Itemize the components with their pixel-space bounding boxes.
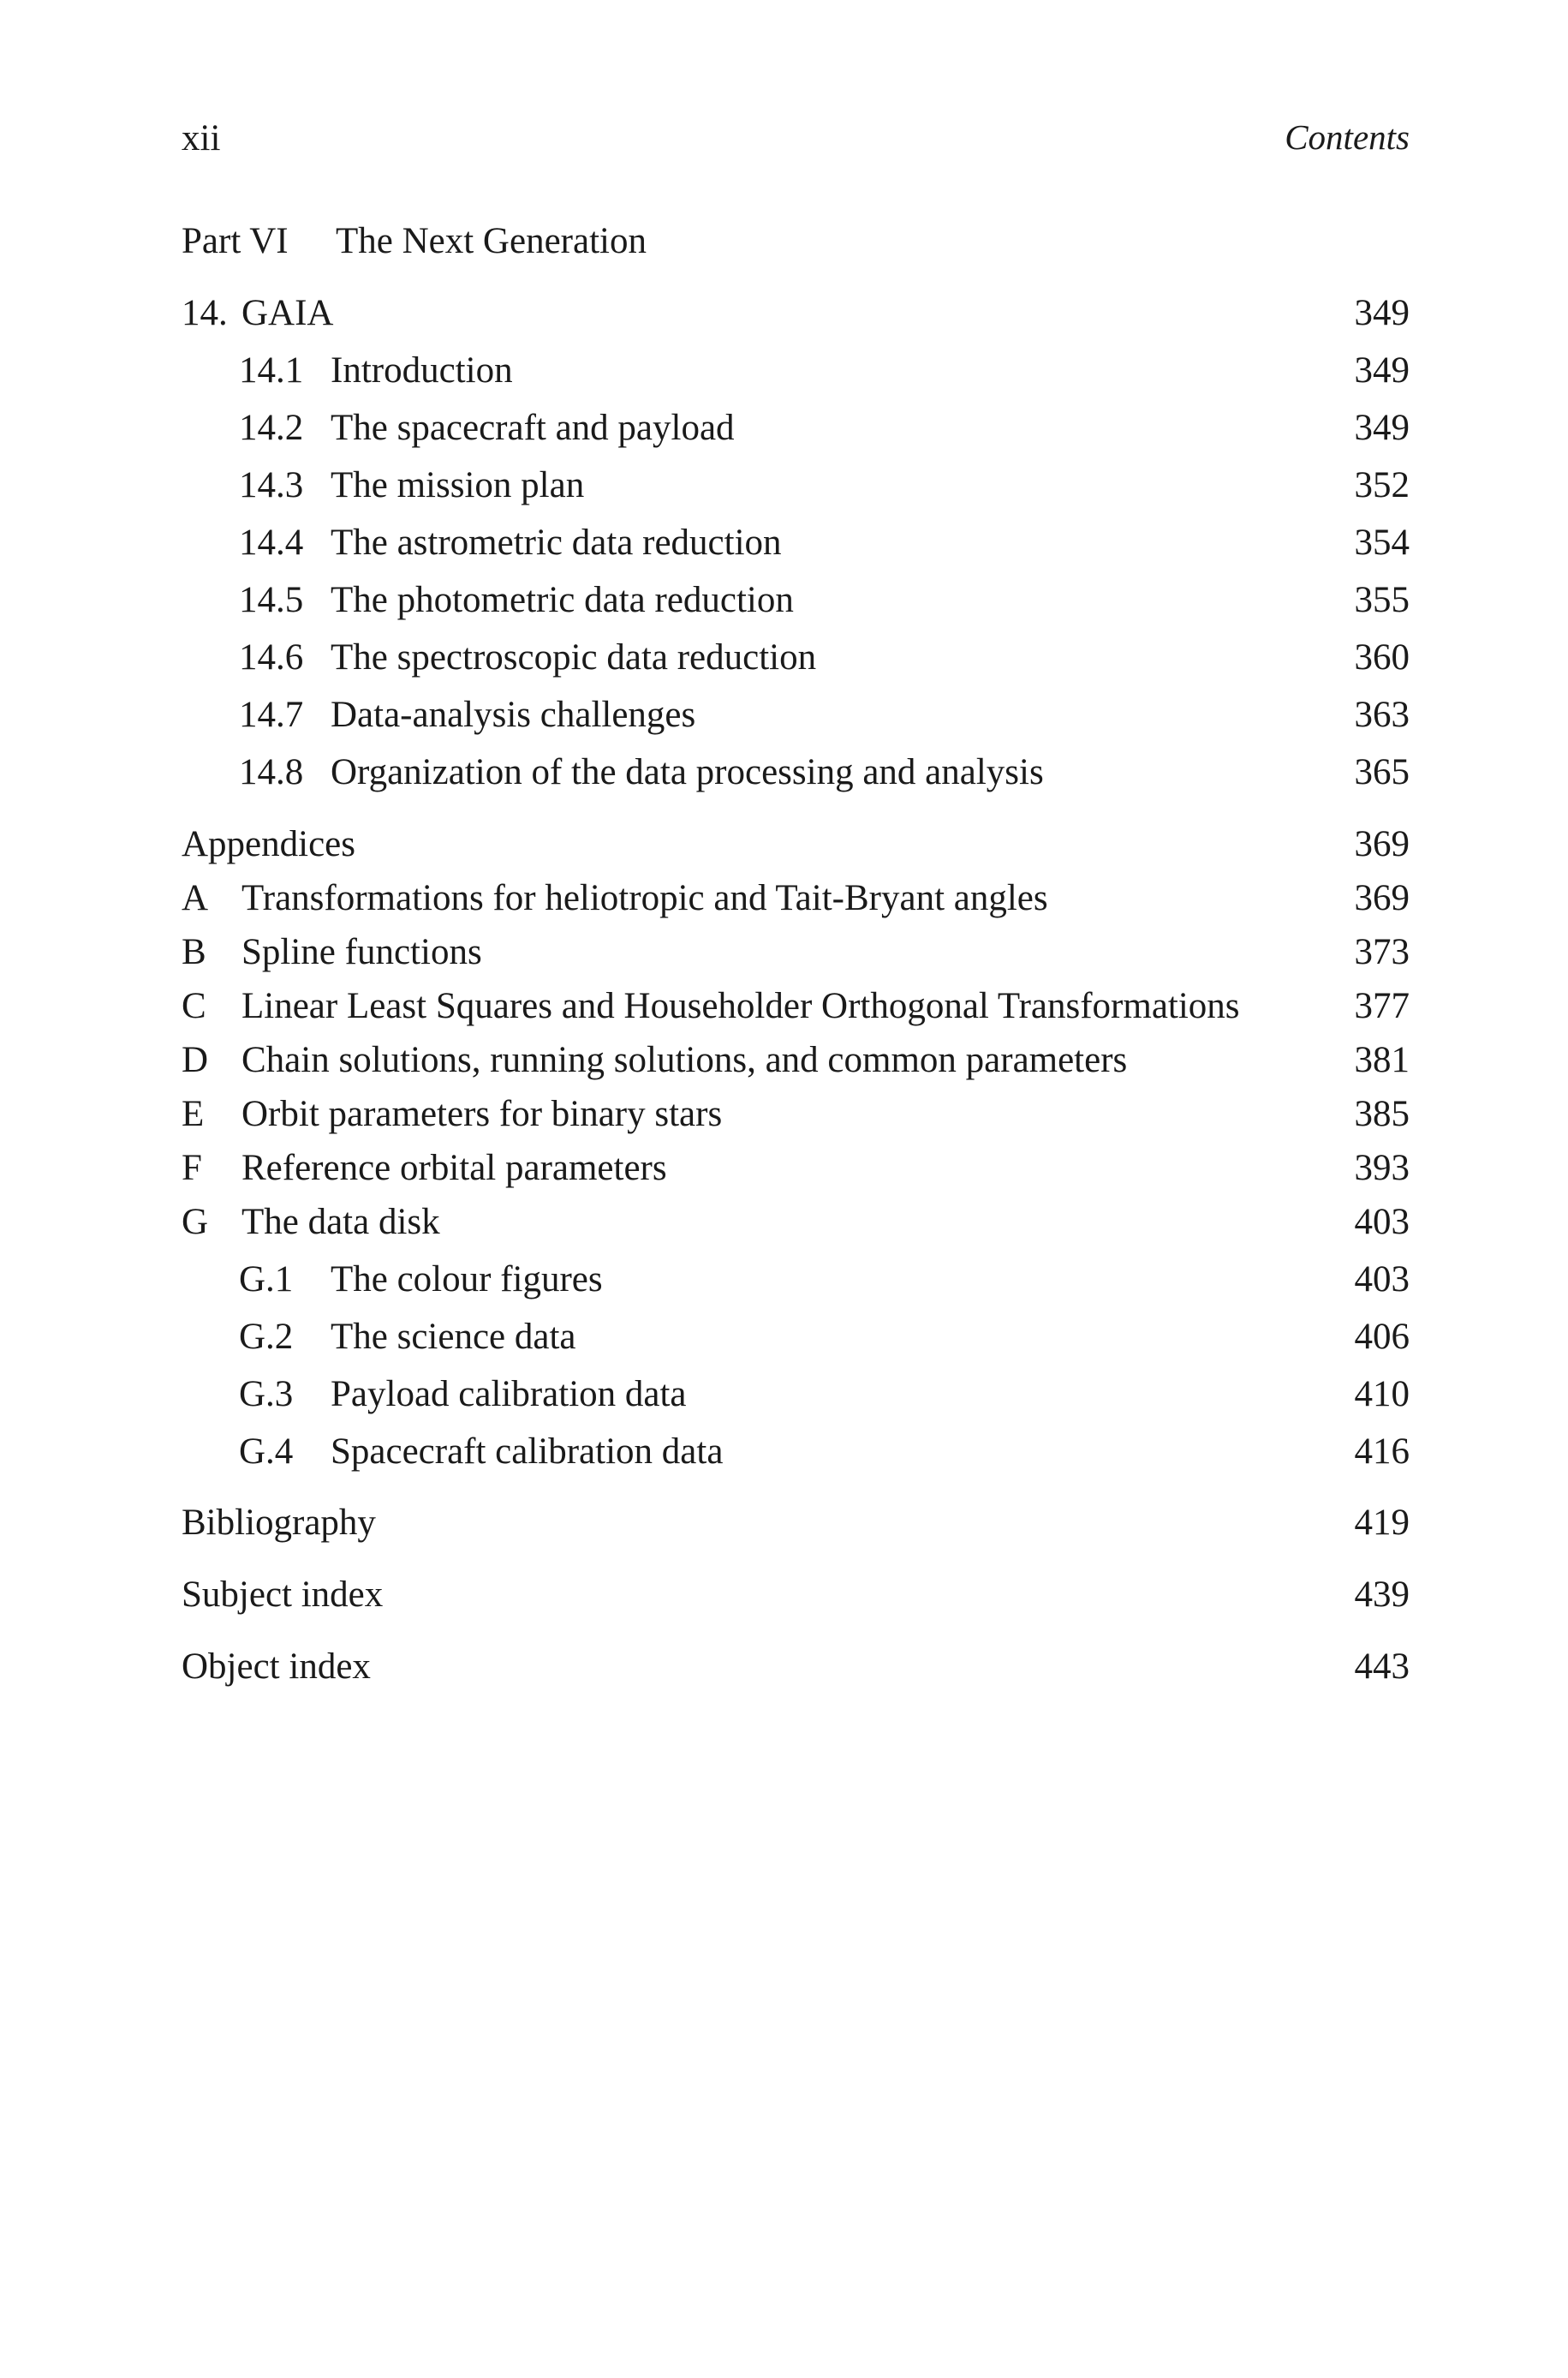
appendix-letter: B: [182, 932, 206, 972]
chapter-number: 14.: [182, 293, 228, 333]
appendices-page: 369: [1354, 824, 1410, 864]
section-title: The astrometric data reduction: [331, 523, 782, 563]
section-title: The mission plan: [331, 465, 585, 505]
section-page: 355: [1354, 580, 1410, 620]
section-page: 354: [1354, 523, 1410, 563]
section-page: 352: [1354, 465, 1410, 505]
section-number: G.2: [239, 1317, 294, 1357]
section-page: 365: [1354, 752, 1410, 792]
back-matter-page: 419: [1354, 1503, 1410, 1543]
section-page: 349: [1354, 350, 1410, 391]
back-matter-title: Object index: [182, 1646, 371, 1687]
back-matter-page: 439: [1354, 1574, 1410, 1615]
appendix-letter: C: [182, 986, 206, 1026]
section-number: 14.6: [239, 637, 304, 678]
appendix-page: 377: [1354, 986, 1410, 1026]
section-title: The science data: [331, 1317, 576, 1357]
section-number: G.1: [239, 1259, 294, 1300]
appendix-title: The data disk: [241, 1202, 440, 1242]
appendix-title: Spline functions: [241, 932, 482, 972]
running-title: Contents: [1285, 117, 1410, 157]
part-title: The Next Generation: [336, 221, 647, 261]
appendix-letter: F: [182, 1148, 202, 1188]
section-title: Data-analysis challenges: [331, 695, 696, 735]
appendix-letter: E: [182, 1094, 205, 1134]
chapter-page: 349: [1354, 293, 1410, 333]
appendix-letter: A: [182, 878, 209, 918]
appendix-page: 403: [1354, 1202, 1410, 1242]
section-number: G.4: [239, 1431, 294, 1472]
section-number: 14.4: [239, 523, 304, 563]
section-title: The photometric data reduction: [331, 580, 794, 620]
appendices-title: Appendices: [182, 824, 355, 864]
section-page: 363: [1354, 695, 1410, 735]
section-page: 360: [1354, 637, 1410, 678]
section-number: 14.5: [239, 580, 304, 620]
section-title: The spacecraft and payload: [331, 408, 735, 448]
appendix-title: Orbit parameters for binary stars: [241, 1094, 723, 1134]
section-number: 14.8: [239, 752, 304, 792]
section-number: G.3: [239, 1374, 294, 1414]
appendix-title: Reference orbital parameters: [241, 1148, 667, 1188]
appendix-page: 393: [1354, 1148, 1410, 1188]
part-label: Part VI: [182, 221, 289, 261]
section-title: Organization of the data processing and analysis: [331, 752, 1044, 792]
section-page: 406: [1354, 1317, 1410, 1357]
section-number: 14.1: [239, 350, 304, 391]
section-title: Spacecraft calibration data: [331, 1431, 724, 1472]
back-matter-title: Bibliography: [182, 1503, 376, 1543]
section-number: 14.3: [239, 465, 304, 505]
chapter-title: GAIA: [241, 293, 334, 333]
appendix-page: 381: [1354, 1040, 1410, 1080]
section-title: The colour figures: [331, 1259, 603, 1300]
section-title: Payload calibration data: [331, 1374, 687, 1414]
back-matter-page: 443: [1354, 1646, 1410, 1687]
back-matter-title: Subject index: [182, 1574, 384, 1615]
appendix-page: 373: [1354, 932, 1410, 972]
section-title: Introduction: [331, 350, 513, 391]
section-page: 403: [1354, 1259, 1410, 1300]
section-page: 349: [1354, 408, 1410, 448]
appendix-page: 369: [1354, 878, 1410, 918]
appendix-letter: G: [182, 1202, 209, 1242]
section-number: 14.7: [239, 695, 304, 735]
appendix-title: Chain solutions, running solutions, and common parameters: [241, 1040, 1128, 1080]
section-number: 14.2: [239, 408, 304, 448]
appendix-page: 385: [1354, 1094, 1410, 1134]
section-page: 416: [1354, 1431, 1410, 1472]
section-title: The spectroscopic data reduction: [331, 637, 817, 678]
section-page: 410: [1354, 1374, 1410, 1414]
appendix-letter: D: [182, 1040, 209, 1080]
appendix-title: Linear Least Squares and Householder Orthogonal Transformations: [241, 986, 1240, 1026]
appendix-title: Transformations for heliotropic and Tait-Bryant angles: [241, 878, 1048, 918]
page-number: xii: [182, 118, 221, 158]
